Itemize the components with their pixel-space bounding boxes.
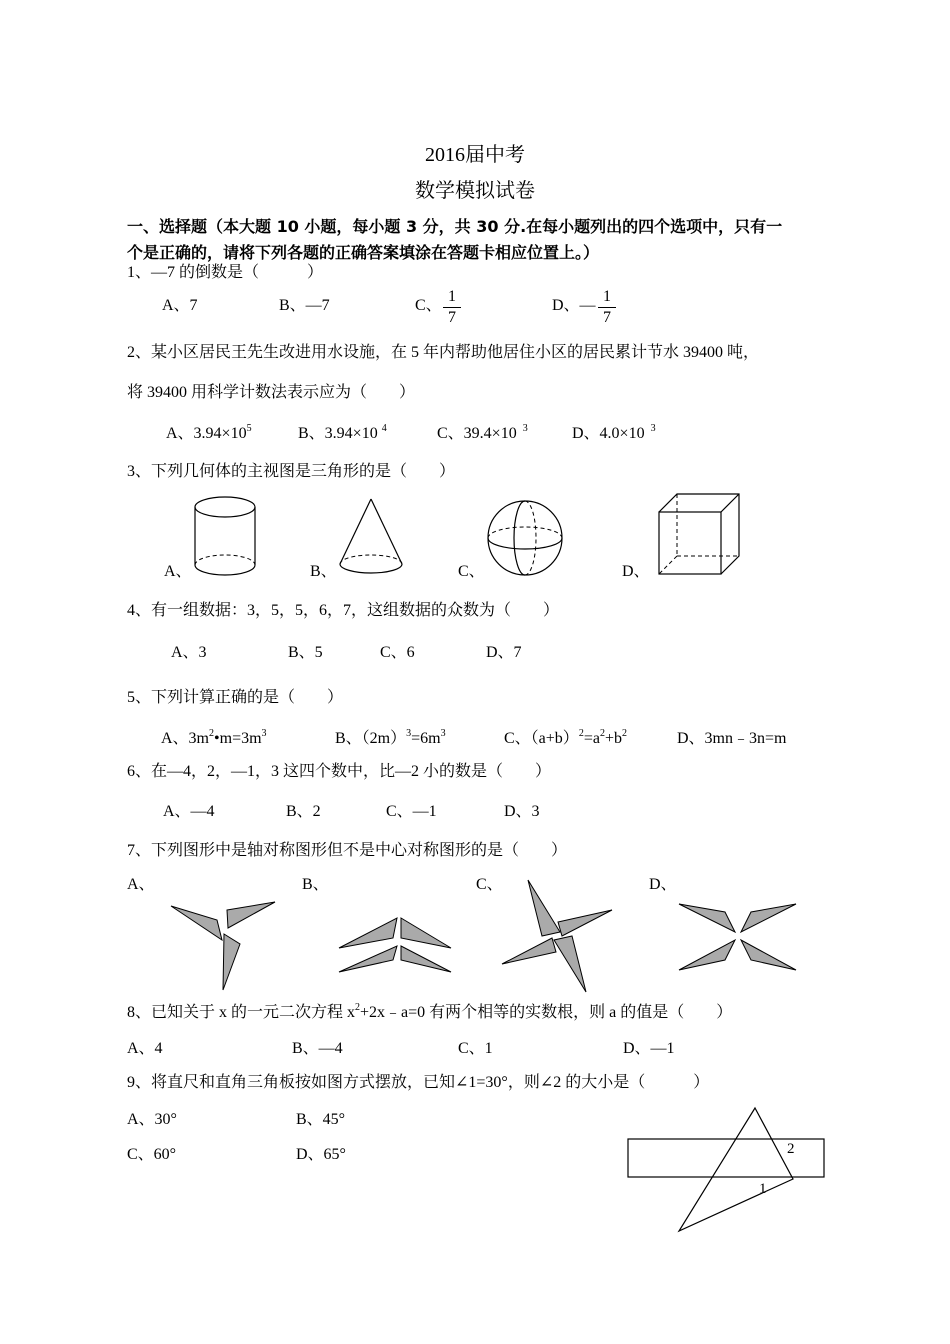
q1-option-d: D、— bbox=[552, 297, 596, 314]
q3-option-d: D、 bbox=[622, 563, 650, 580]
q2-option-d bbox=[572, 424, 656, 444]
q2-b-exp: 4 bbox=[381, 423, 387, 434]
q7-option-b: B、 bbox=[302, 876, 329, 893]
q5-c-part1: C、（a+b） bbox=[504, 730, 579, 747]
q8-option-b: B、—4 bbox=[292, 1040, 343, 1057]
q9-option-d: D、65° bbox=[296, 1146, 346, 1163]
q5-a-exp1: 2 bbox=[209, 728, 215, 739]
q7-figure-a-pinwheel3 bbox=[165, 898, 280, 993]
q2-stem-line1: 2、某小区居民王先生改进用水设施，在 5 年内帮助他居住小区的居民累计节水 39400 吨， bbox=[127, 344, 760, 361]
cube-figure bbox=[655, 492, 745, 577]
q4-stem: 4、有一组数据：3，5，5，6，7，这组数据的众数为（ ） bbox=[127, 602, 560, 619]
cylinder-figure bbox=[190, 495, 260, 580]
section-heading-line1: 一、选择题（本大题 10 小题，每小题 3 分，共 30 分.在每小题列出的四个选项中，只有一 bbox=[127, 217, 783, 236]
q7-option-a: A、 bbox=[127, 876, 155, 893]
q7-option-d: D、 bbox=[649, 876, 677, 893]
q9-option-c: C、60° bbox=[127, 1146, 177, 1163]
q5-a-exp2: 3 bbox=[261, 728, 267, 739]
q2-b-base: B、3.94×10 bbox=[298, 425, 378, 442]
sphere-figure bbox=[484, 498, 566, 580]
q6-stem: 6、在—4，2，—1，3 这四个数中，比—2 小的数是（ ） bbox=[127, 763, 552, 780]
q2-option-b bbox=[298, 424, 387, 444]
q5-stem: 5、下列计算正确的是（ ） bbox=[127, 689, 344, 706]
exam-title: 数学模拟试卷 bbox=[415, 180, 535, 202]
q2-c-base: C、39.4×10 bbox=[437, 425, 517, 442]
q3-stem: 3、下列几何体的主视图是三角形的是（ ） bbox=[127, 463, 456, 480]
q7-figure-b-wings bbox=[335, 912, 455, 974]
q5-b-part2: =6m bbox=[411, 730, 441, 747]
q6-option-d: D、3 bbox=[504, 803, 540, 820]
q9-option-b: B、45° bbox=[296, 1111, 346, 1128]
fraction-bar bbox=[598, 307, 616, 308]
q8-stem-part2: +2x﹣a=0 有两个相等的实数根，则 a 的值是（ ） bbox=[360, 1004, 733, 1021]
q4-option-b: B、5 bbox=[288, 644, 323, 661]
q2-d-exp: 3 bbox=[650, 423, 656, 434]
angle-1-label: 1 bbox=[759, 1181, 767, 1197]
cone-figure bbox=[336, 497, 406, 582]
q8-stem-part1: 8、已知关于 x 的一元二次方程 x bbox=[127, 1004, 356, 1021]
q8-option-c: C、1 bbox=[458, 1040, 493, 1057]
q3-option-c: C、 bbox=[458, 563, 485, 580]
fraction-denominator: 7 bbox=[448, 309, 456, 326]
q2-a-exp: 5 bbox=[246, 423, 252, 434]
q3-option-a: A、 bbox=[164, 563, 192, 580]
q7-figure-c-pinwheel4 bbox=[498, 878, 616, 996]
exam-title-year: 2016届中考 bbox=[425, 144, 525, 166]
q1-option-c-fraction bbox=[443, 288, 461, 327]
q1-option-a: A、7 bbox=[162, 297, 198, 314]
q2-a-base: A、3.94×10 bbox=[166, 425, 247, 442]
q8-option-a: A、4 bbox=[127, 1040, 163, 1057]
q1-option-c: C、 bbox=[415, 297, 442, 314]
q9-stem: 9、将直尺和直角三角板按如图方式摆放，已知∠1=30°，则∠2 的大小是（ ） bbox=[127, 1074, 710, 1091]
q5-c-exp3: 2 bbox=[621, 728, 627, 739]
q5-c-exp1: 2 bbox=[578, 728, 584, 739]
q8-stem-exp: 2 bbox=[355, 1002, 361, 1013]
angle-2-label: 2 bbox=[787, 1141, 795, 1157]
fraction-bar bbox=[443, 307, 461, 308]
q6-option-a: A、—4 bbox=[163, 803, 215, 820]
q1-stem: 1、—7 的倒数是（ ） bbox=[127, 264, 324, 281]
q2-option-a bbox=[166, 424, 252, 444]
q5-option-b bbox=[335, 729, 446, 749]
q1-option-b: B、—7 bbox=[279, 297, 330, 314]
q6-option-c: C、—1 bbox=[386, 803, 437, 820]
q2-c-exp: 3 bbox=[522, 423, 528, 434]
q4-option-a: A、3 bbox=[171, 644, 207, 661]
q5-c-part2: =a bbox=[583, 730, 600, 747]
ruler-triangle-figure bbox=[625, 1105, 830, 1235]
q4-option-c: C、6 bbox=[380, 644, 415, 661]
q5-b-part1: B、（2m） bbox=[335, 730, 407, 747]
q2-option-c bbox=[437, 424, 528, 444]
q5-option-a bbox=[161, 729, 267, 749]
q6-option-b: B、2 bbox=[286, 803, 321, 820]
q7-stem: 7、下列图形中是轴对称图形但不是中心对称图形的是（ ） bbox=[127, 842, 568, 859]
q5-option-d: D、3mn﹣3n=m bbox=[677, 730, 787, 747]
fraction-denominator: 7 bbox=[603, 309, 611, 326]
q5-option-c bbox=[504, 729, 627, 749]
fraction-numerator: 1 bbox=[603, 288, 611, 305]
section-heading-line2: 个是正确的，请将下列各题的正确答案填涂在答题卡相应位置上。） bbox=[127, 243, 600, 262]
q8-option-d: D、—1 bbox=[623, 1040, 675, 1057]
q5-b-exp2: 3 bbox=[440, 728, 446, 739]
q5-a-part1: A、3m bbox=[161, 730, 210, 747]
q5-c-part3: +b bbox=[604, 730, 622, 747]
q9-option-a: A、30° bbox=[127, 1111, 177, 1128]
q1-option-d-fraction bbox=[598, 288, 616, 327]
q2-d-base: D、4.0×10 bbox=[572, 425, 645, 442]
q8-stem bbox=[127, 1003, 732, 1023]
q3-option-b: B、 bbox=[310, 563, 337, 580]
q2-stem-line2: 将 39400 用科学计数法表示应为（ ） bbox=[127, 384, 416, 401]
q5-b-exp1: 3 bbox=[406, 728, 412, 739]
q5-a-part2: •m=3m bbox=[214, 730, 262, 747]
q7-option-c: C、 bbox=[476, 876, 503, 893]
fraction-numerator: 1 bbox=[448, 288, 456, 305]
q5-c-exp2: 2 bbox=[599, 728, 605, 739]
q4-option-d: D、7 bbox=[486, 644, 522, 661]
q7-figure-d-bowtie bbox=[675, 898, 800, 976]
